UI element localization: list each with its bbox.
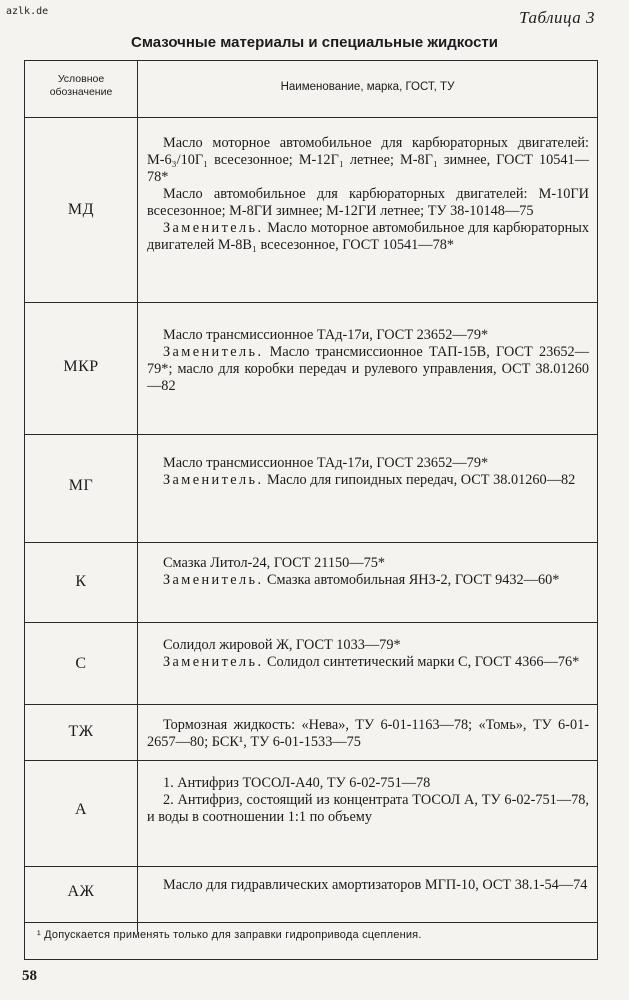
row-code: К xyxy=(75,573,87,590)
row-description: Смазка Литол-24, ГОСТ 21150—75* Заменитель. Смазка автомобильная ЯНЗ-2, ГОСТ 9432—60* xyxy=(163,555,560,588)
row-code: МД xyxy=(67,201,95,218)
lubricants-table xyxy=(24,60,598,960)
table-row xyxy=(25,623,597,705)
row-description: Масло моторное автомобильное для карбюраторных двигателей: М-6₃/10Г₁ всесезонное; М-12Г₁ летнее; М-8Г₁ зимнее, ГОСТ 10541—78* Масло автомобильное для карбюраторных двигателей: М-10ГИ всесезонное; М-8ГИ зимнее; М-12ГИ летнее; ТУ 38-10148—75 Заменитель. Масло моторное автомобильное для карбюраторных двигателей М-8В₁ всесезонное, ГОСТ 10541—78* xyxy=(147,135,589,253)
table-number: Таблица 3 xyxy=(519,8,595,27)
table-row xyxy=(25,117,597,303)
row-code: ТЖ xyxy=(68,723,94,740)
table-row xyxy=(25,303,597,435)
table-caption: Смазочные материалы и специальные жидкости xyxy=(131,34,498,51)
row-description: Солидол жировой Ж, ГОСТ 1033—79* Заменитель. Солидол синтетический марки С, ГОСТ 4366—76* xyxy=(163,637,580,670)
table-row xyxy=(25,705,597,761)
table-row xyxy=(25,543,597,623)
site-watermark: azlk.de xyxy=(6,6,49,17)
row-description: Масло трансмиссионное ТАд-17и, ГОСТ 23652—79* Заменитель. Масло трансмиссионное ТАП-15В, ГОСТ 23652—79*; масло для коробки передач и рулевого управления, ОСТ 38.01260—82 xyxy=(147,327,589,394)
row-code: МГ xyxy=(68,477,94,494)
row-code: С xyxy=(75,655,87,672)
row-description: 1. Антифриз ТОСОЛ-А40, ТУ 6-02-751—78 2. Антифриз, состоящий из концентрата ТОСОЛ А, ТУ 6-02-751—78, и воды в соотношении 1:1 по объему xyxy=(147,775,589,825)
row-code: А xyxy=(74,801,88,818)
row-description: Тормозная жидкость: «Нева», ТУ 6-01-1163—78; «Томь», ТУ 6-01-2657—80; БСК¹, ТУ 6-01-1533—75 xyxy=(147,717,589,750)
header-name: Наименование, марка, ГОСТ, ТУ xyxy=(280,81,455,93)
row-code: АЖ xyxy=(67,883,95,900)
row-code: МКР xyxy=(63,358,99,375)
page-number: 58 xyxy=(22,968,37,984)
table-header xyxy=(25,61,597,118)
header-code: Условное обозначение xyxy=(49,73,113,98)
row-description: Масло трансмиссионное ТАд-17и, ГОСТ 23652—79* Заменитель. Масло для гипоидных передач, ОСТ 38.01260—82 xyxy=(163,455,576,488)
footnote: ¹ Допускается применять только для заправки гидропривода сцепления. xyxy=(37,929,422,941)
table-row xyxy=(25,761,597,867)
table-row xyxy=(25,435,597,543)
row-description: Масло для гидравлических амортизаторов МГП-10, ОСТ 38.1-54—74 xyxy=(163,877,588,893)
table-row xyxy=(25,867,597,923)
